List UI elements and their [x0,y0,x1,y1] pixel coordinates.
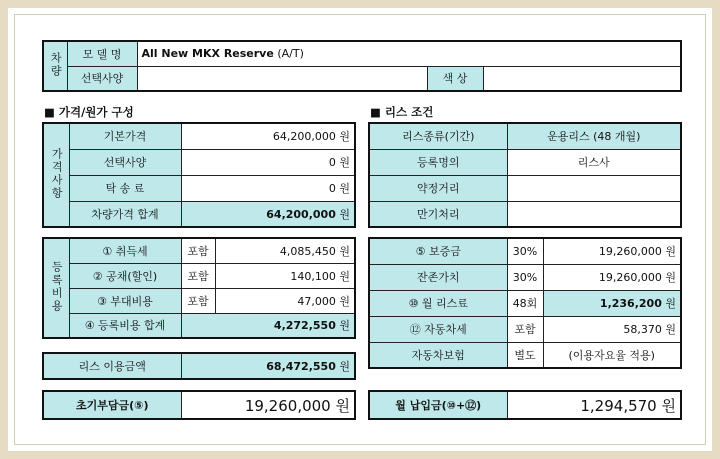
monthly-payment-label: 월 납입금(⑩+⑫) [369,391,507,419]
color-value [483,66,681,91]
registration-total-value: 4,272,550 원 [181,313,355,338]
payment-mid-1: 30% [507,264,543,290]
lease-cond-label-1: 등록명의 [369,149,507,175]
registration-side-label: 등록비용 [43,238,69,338]
initial-burden-label: 초기부담금(⑤) [43,391,181,419]
vehicle-side-label: 차량 [43,41,67,91]
registration-value-2: 47,000 원 [215,288,355,313]
registration-value-0: 4,085,450 원 [215,238,355,263]
lease-cond-value-3 [507,201,681,227]
registration-value-1: 140,100 원 [215,263,355,288]
payment-label-4: 자동차보험 [369,342,507,368]
registration-label-2: ③ 부대비용 [69,288,181,313]
registration-total-label: ④ 등록비용 합계 [69,313,181,338]
payment-value-3: 58,370 원 [543,316,681,342]
payment-label-3: ⑫ 자동차세 [369,316,507,342]
payment-mid-2: 48회 [507,290,543,316]
payment-label-1: 잔존가치 [369,264,507,290]
payment-value-2: 1,236,200 원 [543,290,681,316]
registration-label-0: ① 취득세 [69,238,181,263]
lease-cond-value-0: 운용리스 (48 개월) [507,123,681,149]
price-total-value: 64,200,000 원 [181,201,355,227]
lease-amount-table [42,352,356,380]
lease-cond-label-2: 약정거리 [369,175,507,201]
payment-value-1: 19,260,000 원 [543,264,681,290]
price-value-0: 64,200,000 원 [181,123,355,149]
lease-cond-value-1: 리스사 [507,149,681,175]
initial-burden-table [42,390,356,420]
registration-incl-0: 포함 [181,238,215,263]
lease-section-title: ■ 리스 조건 [370,105,434,119]
lease-cond-value-2 [507,175,681,201]
lease-conditions-table [368,122,682,228]
options-label: 선택사양 [67,66,137,91]
price-side-label: 가격사항 [43,123,69,227]
price-total-label: 차량가격 합계 [69,201,181,227]
color-label: 색 상 [427,66,483,91]
payment-mid-0: 30% [507,238,543,264]
monthly-payment-table [368,390,682,420]
model-label: 모 델 명 [67,41,137,66]
payment-label-0: ⑤ 보증금 [369,238,507,264]
price-table [42,122,356,228]
payment-label-2: ⑩ 월 리스료 [369,290,507,316]
price-label-0: 기본가격 [69,123,181,149]
price-value-2: 0 원 [181,175,355,201]
payment-value-0: 19,260,000 원 [543,238,681,264]
model-name: All New MKX Reserve (A/T) [137,41,681,66]
registration-incl-2: 포함 [181,288,215,313]
price-label-2: 탁 송 료 [69,175,181,201]
options-value [137,66,427,91]
price-label-1: 선택사양 [69,149,181,175]
price-value-1: 0 원 [181,149,355,175]
registration-incl-1: 포함 [181,263,215,288]
price-section-title: ■ 가격/원가 구성 [44,105,134,119]
registration-label-1: ② 공채(할인) [69,263,181,288]
lease-cond-label-3: 만기처리 [369,201,507,227]
payment-mid-3: 포함 [507,316,543,342]
lease-amount-label: 리스 이용금액 [43,353,181,379]
registration-table [42,237,356,339]
payment-value-4: (이용자요율 적용) [543,342,681,368]
monthly-payment-value: 1,294,570 원 [507,391,681,419]
lease-cond-label-0: 리스종류(기간) [369,123,507,149]
lease-amount-value: 68,472,550 원 [181,353,355,379]
initial-burden-value: 19,260,000 원 [181,391,355,419]
payment-mid-4: 별도 [507,342,543,368]
payments-table [368,237,682,369]
vehicle-table [42,40,682,92]
